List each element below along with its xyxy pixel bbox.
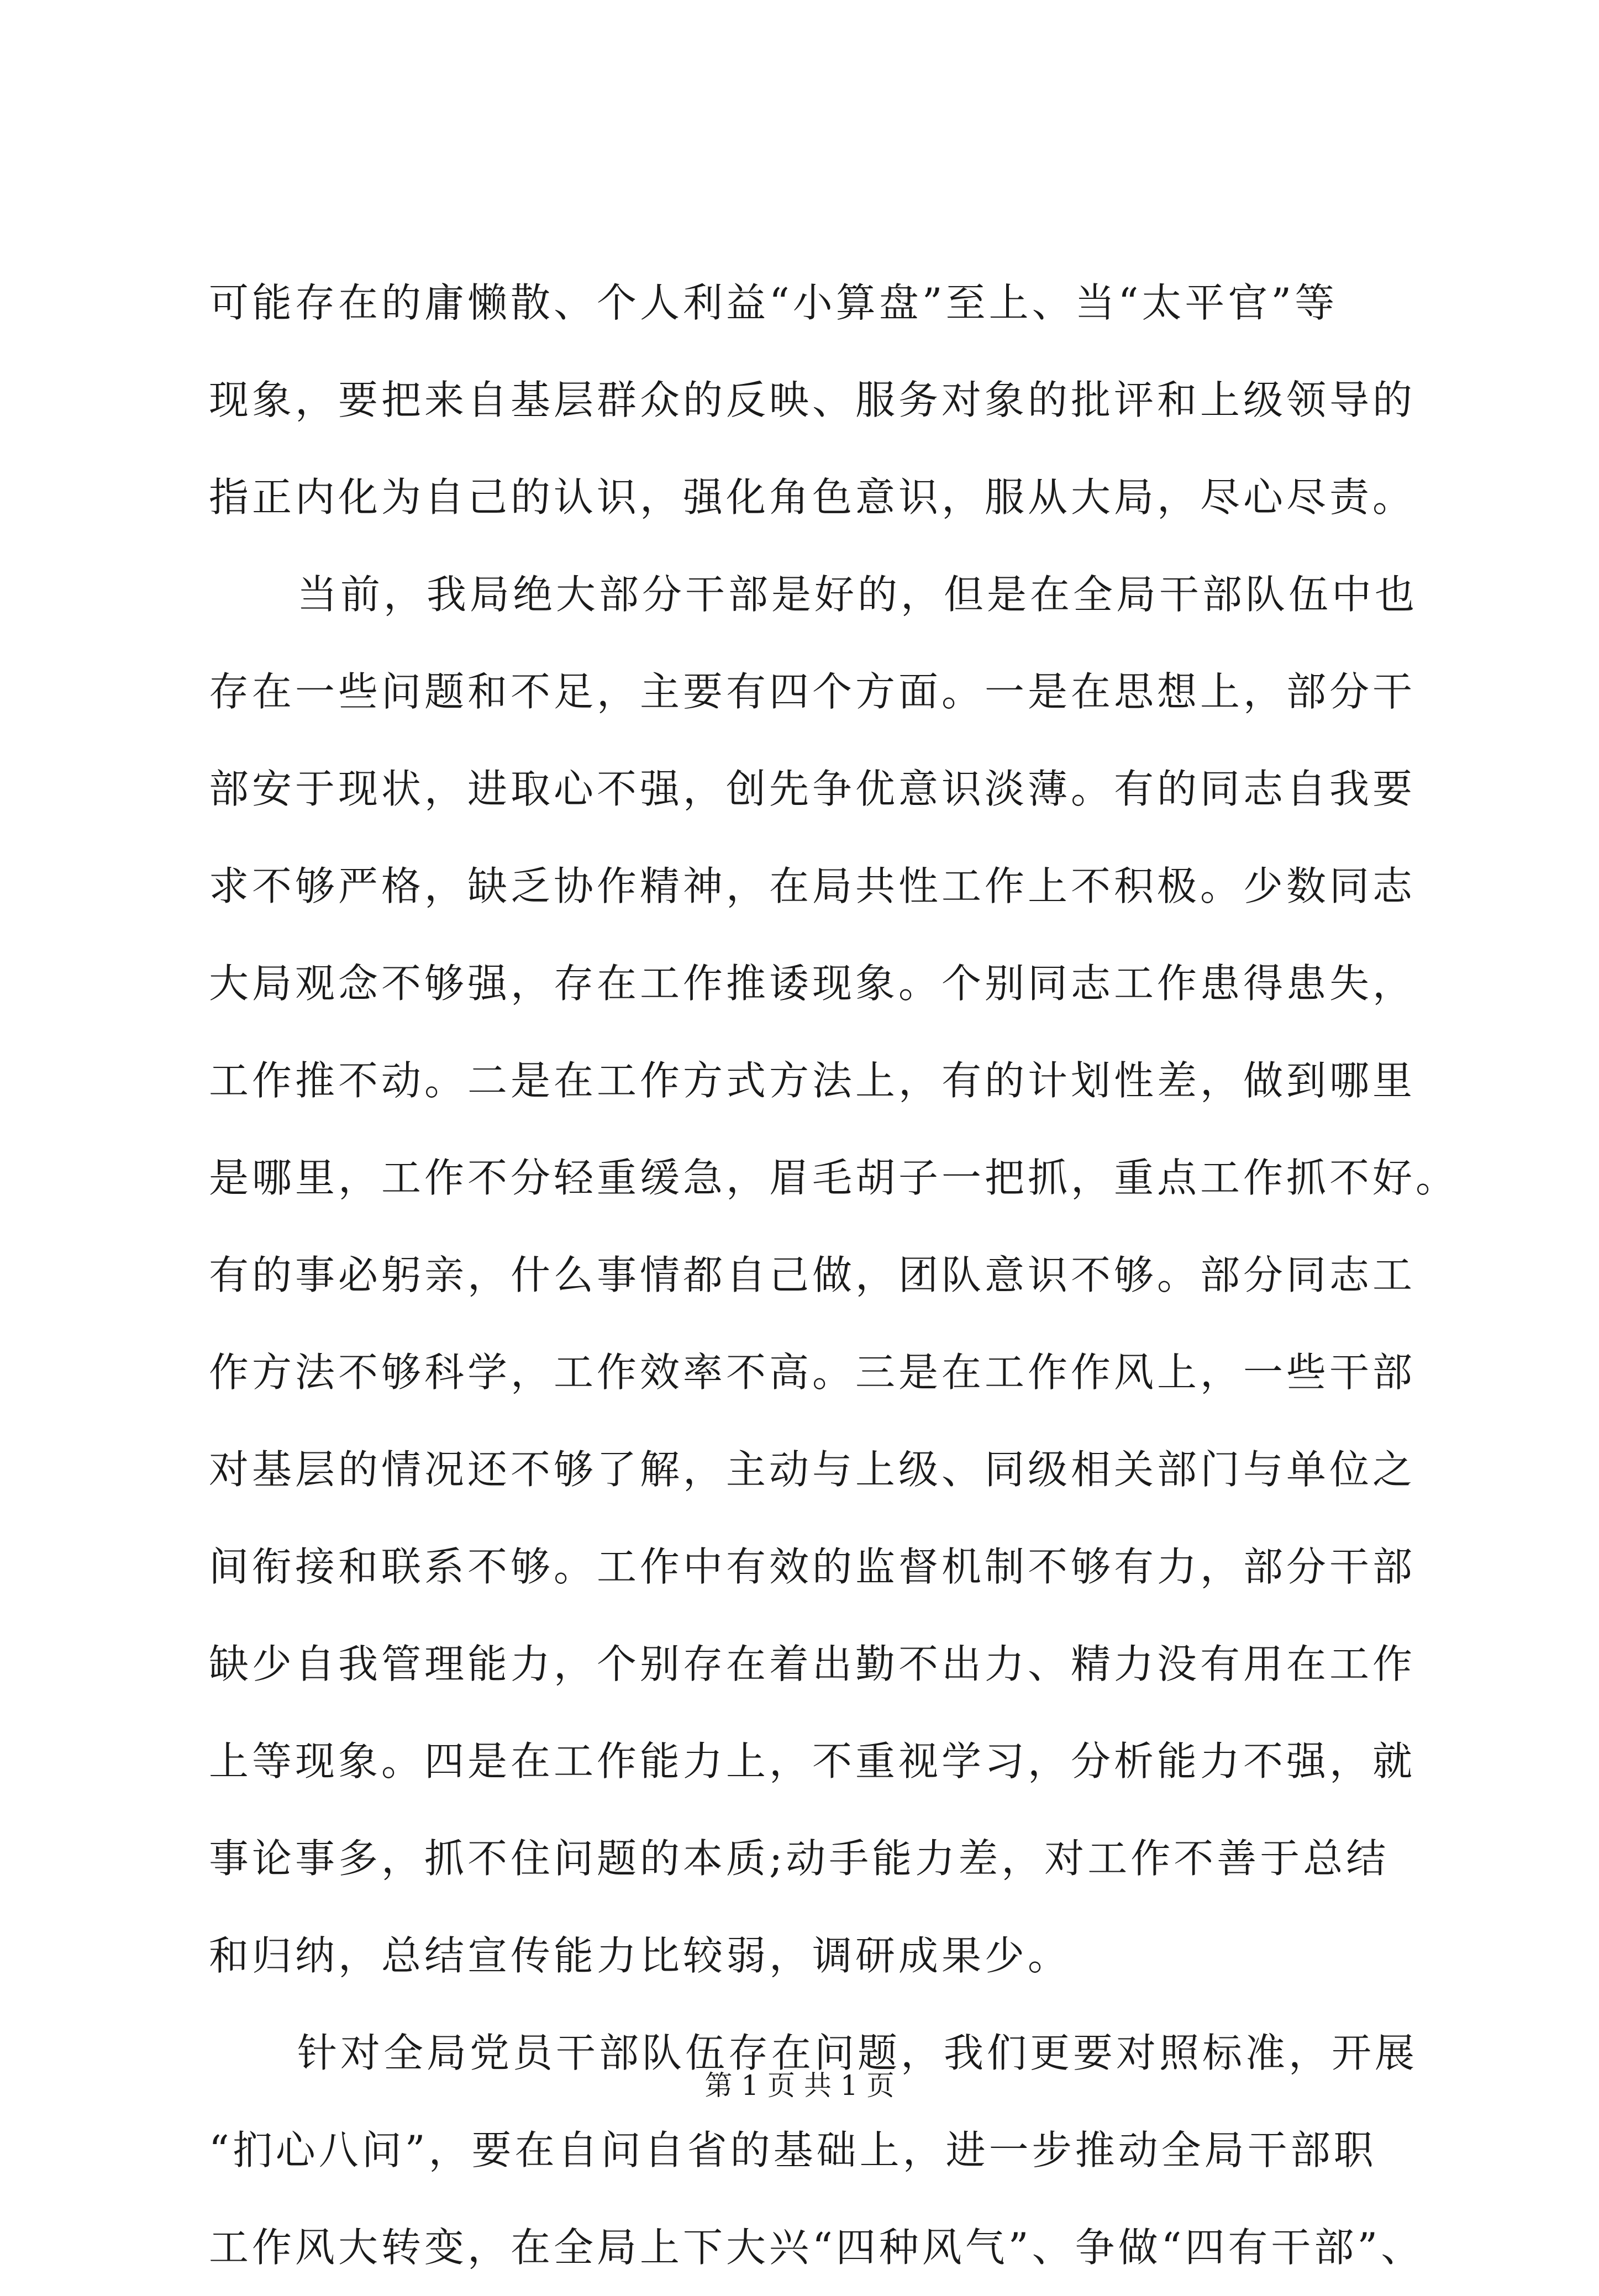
text-line: 求不够严格，缺乏协作精神，在局共性工作上不积极。少数同志 <box>209 863 1416 909</box>
text-line: 作方法不够科学，工作效率不高。三是在工作作风上，一些干部 <box>209 1349 1416 1395</box>
text-line: 是哪里，工作不分轻重缓急，眉毛胡子一把抓，重点工作抓不好。 <box>209 1155 1459 1201</box>
text-line: 现象，要把来自基层群众的反映、服务对象的批评和上级领导的 <box>209 377 1416 423</box>
paragraph-start-line: 针对全局党员干部队伍存在问题，我们更要对照标准，开展 <box>297 2030 1418 2076</box>
text-line: 间衔接和联系不够。工作中有效的监督机制不够有力，部分干部 <box>209 1544 1416 1590</box>
text-line: “扪心八问”，要在自问自省的基础上，进一步推动全局干部职 <box>209 2127 1377 2173</box>
text-line: 缺少自我管理能力，个别存在着出勤不出力、精力没有用在工作 <box>209 1641 1416 1687</box>
text-line: 事论事多，抓不住问题的本质;动手能力差，对工作不善于总结 <box>209 1835 1390 1882</box>
page-number-label: 第 1 页 共 1 页 <box>704 2069 895 2102</box>
text-line: 存在一些问题和不足，主要有四个方面。一是在思想上，部分干 <box>209 668 1416 715</box>
text-line: 可能存在的庸懒散、个人利益“小算盘”至上、当“太平官”等 <box>209 280 1338 326</box>
text-line: 上等现象。四是在工作能力上，不重视学习，分析能力不强，就 <box>209 1738 1416 1784</box>
document-body <box>209 254 1459 2296</box>
text-line: 工作风大转变，在全局上下大兴“四种风气”、争做“四有干部”、 <box>209 2224 1424 2271</box>
paragraph-start-line: 当前，我局绝大部分干部是好的，但是在全局干部队伍中也 <box>297 571 1418 618</box>
text-line: 对基层的情况还不够了解，主动与上级、同级相关部门与单位之 <box>209 1446 1416 1493</box>
text-line: 指正内化为自己的认识，强化角色意识，服从大局，尽心尽责。 <box>209 474 1416 520</box>
text-line: 大局观念不够强，存在工作推诿现象。个别同志工作患得患失， <box>209 960 1416 1007</box>
text-line: 有的事必躬亲，什么事情都自己做，团队意识不够。部分同志工 <box>209 1252 1416 1298</box>
text-line: 工作推不动。二是在工作方式方法上，有的计划性差，做到哪里 <box>209 1057 1416 1104</box>
page-footer <box>0 2066 1599 2105</box>
text-line: 和归纳，总结宣传能力比较弱，调研成果少。 <box>209 1932 1071 1979</box>
text-line: 部安于现状，进取心不强，创先争优意识淡薄。有的同志自我要 <box>209 766 1416 812</box>
